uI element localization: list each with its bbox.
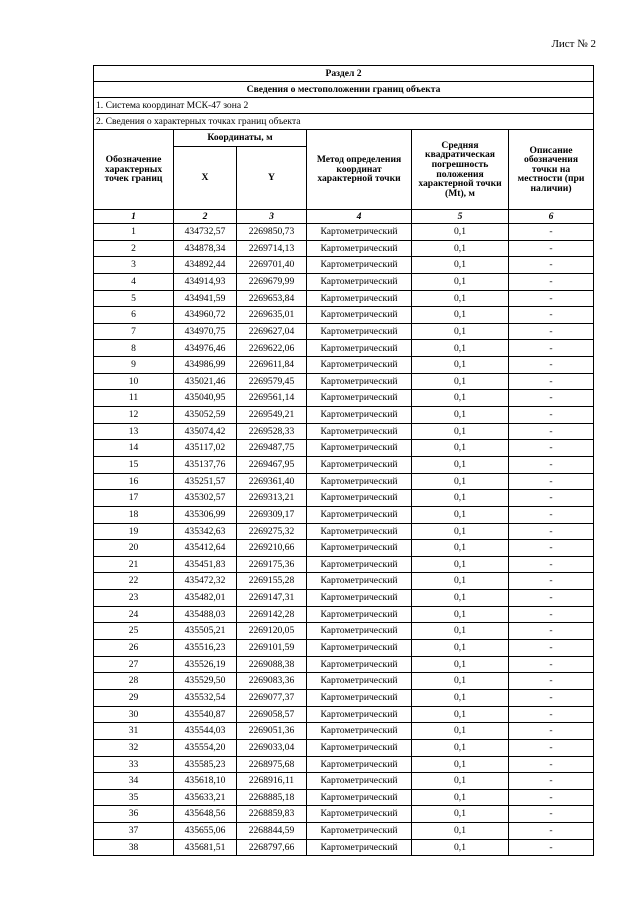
error-value: 0,1 <box>412 357 509 374</box>
table-row <box>94 523 594 540</box>
description: - <box>509 806 594 823</box>
description: - <box>509 473 594 490</box>
method: Картометрический <box>307 823 412 840</box>
table-row <box>94 656 594 673</box>
error-value: 0,1 <box>412 540 509 557</box>
coord-x: 435633,21 <box>174 789 237 806</box>
method: Картометрический <box>307 440 412 457</box>
coord-y: 2269714,13 <box>237 240 307 257</box>
description: - <box>509 789 594 806</box>
point-number: 6 <box>94 307 174 324</box>
description: - <box>509 573 594 590</box>
description: - <box>509 706 594 723</box>
point-number: 5 <box>94 290 174 307</box>
method: Картометрический <box>307 257 412 274</box>
error-value: 0,1 <box>412 723 509 740</box>
point-number: 12 <box>94 407 174 424</box>
table-row <box>94 307 594 324</box>
point-number: 16 <box>94 473 174 490</box>
coord-y: 2269622,06 <box>237 340 307 357</box>
method: Картометрический <box>307 673 412 690</box>
description: - <box>509 556 594 573</box>
coord-y: 2269361,40 <box>237 473 307 490</box>
point-number: 29 <box>94 689 174 706</box>
error-value: 0,1 <box>412 307 509 324</box>
coord-y: 2269210,66 <box>237 540 307 557</box>
table-row <box>94 390 594 407</box>
error-value: 0,1 <box>412 456 509 473</box>
table-row <box>94 490 594 507</box>
coord-y: 2269051,36 <box>237 723 307 740</box>
table-row <box>94 590 594 607</box>
description: - <box>509 689 594 706</box>
description: - <box>509 773 594 790</box>
point-number: 25 <box>94 623 174 640</box>
coord-y: 2268859,83 <box>237 806 307 823</box>
coord-x: 434941,59 <box>174 290 237 307</box>
error-value: 0,1 <box>412 839 509 856</box>
description: - <box>509 506 594 523</box>
coord-x: 435516,23 <box>174 640 237 657</box>
point-number: 20 <box>94 540 174 557</box>
point-number: 4 <box>94 273 174 290</box>
coord-y: 2268885,18 <box>237 789 307 806</box>
coord-x: 434878,34 <box>174 240 237 257</box>
coord-x: 435251,57 <box>174 473 237 490</box>
description: - <box>509 357 594 374</box>
point-number: 28 <box>94 673 174 690</box>
point-number: 27 <box>94 656 174 673</box>
table-row <box>94 623 594 640</box>
description: - <box>509 290 594 307</box>
coord-x: 435021,46 <box>174 373 237 390</box>
description: - <box>509 257 594 274</box>
error-value: 0,1 <box>412 257 509 274</box>
method: Картометрический <box>307 224 412 241</box>
description: - <box>509 540 594 557</box>
error-value: 0,1 <box>412 240 509 257</box>
boundary-points-table <box>93 65 594 856</box>
method: Картометрический <box>307 806 412 823</box>
coord-x: 435342,63 <box>174 523 237 540</box>
error-value: 0,1 <box>412 623 509 640</box>
description: - <box>509 656 594 673</box>
error-value: 0,1 <box>412 273 509 290</box>
coord-y: 2268797,66 <box>237 839 307 856</box>
error-value: 0,1 <box>412 789 509 806</box>
description: - <box>509 340 594 357</box>
error-value: 0,1 <box>412 640 509 657</box>
method: Картометрический <box>307 756 412 773</box>
point-number: 38 <box>94 839 174 856</box>
column-index: 6 <box>509 210 594 224</box>
error-value: 0,1 <box>412 390 509 407</box>
table-row <box>94 224 594 241</box>
header-y: Y <box>237 147 307 210</box>
sheet-number: Лист № 2 <box>551 38 596 50</box>
point-number: 7 <box>94 323 174 340</box>
error-value: 0,1 <box>412 373 509 390</box>
table-row <box>94 556 594 573</box>
table-row <box>94 506 594 523</box>
error-value: 0,1 <box>412 573 509 590</box>
coord-y: 2269088,38 <box>237 656 307 673</box>
table-row <box>94 640 594 657</box>
table-row <box>94 573 594 590</box>
method: Картометрический <box>307 706 412 723</box>
description: - <box>509 224 594 241</box>
method: Картометрический <box>307 307 412 324</box>
error-value: 0,1 <box>412 340 509 357</box>
coord-y: 2269101,59 <box>237 640 307 657</box>
description: - <box>509 756 594 773</box>
point-number: 19 <box>94 523 174 540</box>
table-row <box>94 340 594 357</box>
point-number: 23 <box>94 590 174 607</box>
coord-x: 435412,64 <box>174 540 237 557</box>
point-number: 3 <box>94 257 174 274</box>
coord-x: 435052,59 <box>174 407 237 424</box>
description: - <box>509 323 594 340</box>
point-number: 34 <box>94 773 174 790</box>
error-value: 0,1 <box>412 556 509 573</box>
coord-y: 2269653,84 <box>237 290 307 307</box>
coord-x: 434976,46 <box>174 340 237 357</box>
coord-y: 2269083,36 <box>237 673 307 690</box>
description: - <box>509 739 594 756</box>
error-value: 0,1 <box>412 423 509 440</box>
point-number: 37 <box>94 823 174 840</box>
point-number: 36 <box>94 806 174 823</box>
point-number: 33 <box>94 756 174 773</box>
description: - <box>509 523 594 540</box>
coord-x: 435482,01 <box>174 590 237 607</box>
point-number: 10 <box>94 373 174 390</box>
method: Картометрический <box>307 839 412 856</box>
method: Картометрический <box>307 739 412 756</box>
description: - <box>509 456 594 473</box>
method: Картометрический <box>307 373 412 390</box>
point-number: 31 <box>94 723 174 740</box>
description: - <box>509 273 594 290</box>
header-description: Описание обозначения точки на местности (при наличии) <box>509 130 594 210</box>
error-value: 0,1 <box>412 689 509 706</box>
coord-x: 435488,03 <box>174 606 237 623</box>
points-rows <box>94 224 594 856</box>
description: - <box>509 839 594 856</box>
method: Картометрический <box>307 340 412 357</box>
coord-y: 2269579,45 <box>237 373 307 390</box>
error-value: 0,1 <box>412 323 509 340</box>
error-value: 0,1 <box>412 606 509 623</box>
coord-y: 2269175,36 <box>237 556 307 573</box>
coord-x: 435137,76 <box>174 456 237 473</box>
coord-x: 435526,19 <box>174 656 237 673</box>
method: Картометрический <box>307 390 412 407</box>
coord-y: 2268975,68 <box>237 756 307 773</box>
coord-x: 435681,51 <box>174 839 237 856</box>
method: Картометрический <box>307 506 412 523</box>
coord-x: 435117,02 <box>174 440 237 457</box>
column-index: 3 <box>237 210 307 224</box>
point-number: 18 <box>94 506 174 523</box>
error-value: 0,1 <box>412 224 509 241</box>
coord-x: 435472,32 <box>174 573 237 590</box>
coord-x: 435544,03 <box>174 723 237 740</box>
error-value: 0,1 <box>412 739 509 756</box>
point-number: 14 <box>94 440 174 457</box>
method: Картометрический <box>307 640 412 657</box>
point-number: 26 <box>94 640 174 657</box>
description: - <box>509 440 594 457</box>
point-number: 9 <box>94 357 174 374</box>
point-number: 17 <box>94 490 174 507</box>
method: Картометрический <box>307 473 412 490</box>
description: - <box>509 423 594 440</box>
method: Картометрический <box>307 773 412 790</box>
point-number: 32 <box>94 739 174 756</box>
point-number: 22 <box>94 573 174 590</box>
table-row <box>94 773 594 790</box>
coord-y: 2269309,17 <box>237 506 307 523</box>
method: Картометрический <box>307 590 412 607</box>
coord-y: 2269635,01 <box>237 307 307 324</box>
column-index: 4 <box>307 210 412 224</box>
coord-y: 2269701,40 <box>237 257 307 274</box>
error-value: 0,1 <box>412 773 509 790</box>
coord-x: 435451,83 <box>174 556 237 573</box>
coord-y: 2269627,04 <box>237 323 307 340</box>
error-value: 0,1 <box>412 290 509 307</box>
section-title: Раздел 2 <box>94 66 594 82</box>
error-value: 0,1 <box>412 590 509 607</box>
point-number: 15 <box>94 456 174 473</box>
method: Картометрический <box>307 407 412 424</box>
table-row <box>94 540 594 557</box>
table-row <box>94 456 594 473</box>
table-row <box>94 373 594 390</box>
table-row <box>94 806 594 823</box>
table-row <box>94 407 594 424</box>
method: Картометрический <box>307 273 412 290</box>
column-index: 1 <box>94 210 174 224</box>
error-value: 0,1 <box>412 506 509 523</box>
table-row <box>94 839 594 856</box>
coord-y: 2269561,14 <box>237 390 307 407</box>
point-number: 21 <box>94 556 174 573</box>
coord-y: 2269549,21 <box>237 407 307 424</box>
coord-y: 2269120,05 <box>237 623 307 640</box>
error-value: 0,1 <box>412 473 509 490</box>
header-method: Метод определения координат характерной точки <box>307 130 412 210</box>
coord-y: 2269467,95 <box>237 456 307 473</box>
point-number: 2 <box>94 240 174 257</box>
coord-x: 435040,95 <box>174 390 237 407</box>
coord-y: 2269033,04 <box>237 739 307 756</box>
coord-x: 434970,75 <box>174 323 237 340</box>
description: - <box>509 240 594 257</box>
description: - <box>509 606 594 623</box>
table-row <box>94 357 594 374</box>
method: Картометрический <box>307 556 412 573</box>
coord-x: 435648,56 <box>174 806 237 823</box>
point-number: 11 <box>94 390 174 407</box>
coord-x: 435529,50 <box>174 673 237 690</box>
coord-x: 435074,42 <box>174 423 237 440</box>
coord-y: 2269611,84 <box>237 357 307 374</box>
description: - <box>509 490 594 507</box>
table-row <box>94 423 594 440</box>
point-number: 1 <box>94 224 174 241</box>
method: Картометрический <box>307 573 412 590</box>
method: Картометрический <box>307 240 412 257</box>
coord-x: 435505,21 <box>174 623 237 640</box>
table-row <box>94 290 594 307</box>
coord-x: 435585,23 <box>174 756 237 773</box>
description: - <box>509 823 594 840</box>
coord-y: 2269679,99 <box>237 273 307 290</box>
error-value: 0,1 <box>412 490 509 507</box>
table-row <box>94 257 594 274</box>
method: Картометрический <box>307 689 412 706</box>
coord-y: 2269528,33 <box>237 423 307 440</box>
coord-x: 435302,57 <box>174 490 237 507</box>
description: - <box>509 673 594 690</box>
coordinate-system-line: 1. Система координат МСК-47 зона 2 <box>94 98 594 114</box>
coord-y: 2269275,32 <box>237 523 307 540</box>
table-row <box>94 606 594 623</box>
point-number: 13 <box>94 423 174 440</box>
table-row <box>94 240 594 257</box>
coord-y: 2269850,73 <box>237 224 307 241</box>
description: - <box>509 590 594 607</box>
coord-y: 2269487,75 <box>237 440 307 457</box>
error-value: 0,1 <box>412 756 509 773</box>
table-row <box>94 789 594 806</box>
error-value: 0,1 <box>412 673 509 690</box>
coord-x: 435306,99 <box>174 506 237 523</box>
method: Картометрический <box>307 523 412 540</box>
coord-x: 434732,57 <box>174 224 237 241</box>
error-value: 0,1 <box>412 656 509 673</box>
header-designation: Обозначение характерных точек границ <box>94 130 174 210</box>
coord-y: 2269155,28 <box>237 573 307 590</box>
error-value: 0,1 <box>412 440 509 457</box>
method: Картометрический <box>307 456 412 473</box>
coord-y: 2269313,21 <box>237 490 307 507</box>
method: Картометрический <box>307 789 412 806</box>
coord-x: 435540,87 <box>174 706 237 723</box>
header-coordinates: Координаты, м <box>174 130 307 147</box>
table-row <box>94 706 594 723</box>
method: Картометрический <box>307 723 412 740</box>
coord-y: 2269058,57 <box>237 706 307 723</box>
error-value: 0,1 <box>412 523 509 540</box>
error-value: 0,1 <box>412 823 509 840</box>
points-info-line: 2. Сведения о характерных точках границ объекта <box>94 114 594 130</box>
method: Картометрический <box>307 606 412 623</box>
description: - <box>509 407 594 424</box>
description: - <box>509 390 594 407</box>
coord-x: 435554,20 <box>174 739 237 756</box>
table-row <box>94 440 594 457</box>
error-value: 0,1 <box>412 806 509 823</box>
coord-x: 435655,06 <box>174 823 237 840</box>
coord-y: 2269147,31 <box>237 590 307 607</box>
point-number: 30 <box>94 706 174 723</box>
coord-y: 2269142,28 <box>237 606 307 623</box>
table-row <box>94 756 594 773</box>
error-value: 0,1 <box>412 407 509 424</box>
description: - <box>509 723 594 740</box>
header-x: X <box>174 147 237 210</box>
point-number: 8 <box>94 340 174 357</box>
coord-x: 434960,72 <box>174 307 237 324</box>
table-row <box>94 723 594 740</box>
coord-y: 2268916,11 <box>237 773 307 790</box>
table-row <box>94 739 594 756</box>
error-value: 0,1 <box>412 706 509 723</box>
description: - <box>509 640 594 657</box>
column-index: 5 <box>412 210 509 224</box>
table-row <box>94 823 594 840</box>
header-error: Средняя квадратическая погрешность положения характерной точки (Mt), м <box>412 130 509 210</box>
method: Картометрический <box>307 357 412 374</box>
method: Картометрический <box>307 323 412 340</box>
coord-x: 434892,44 <box>174 257 237 274</box>
method: Картометрический <box>307 623 412 640</box>
method: Картометрический <box>307 490 412 507</box>
coord-x: 434914,93 <box>174 273 237 290</box>
description: - <box>509 307 594 324</box>
method: Картометрический <box>307 290 412 307</box>
coord-x: 434986,99 <box>174 357 237 374</box>
coord-y: 2269077,37 <box>237 689 307 706</box>
table-row <box>94 473 594 490</box>
table-row <box>94 323 594 340</box>
coord-x: 435618,10 <box>174 773 237 790</box>
section-subtitle: Сведения о местоположении границ объекта <box>94 82 594 98</box>
table-row <box>94 689 594 706</box>
description: - <box>509 623 594 640</box>
description: - <box>509 373 594 390</box>
column-index: 2 <box>174 210 237 224</box>
table-row <box>94 673 594 690</box>
table-row <box>94 273 594 290</box>
method: Картометрический <box>307 540 412 557</box>
point-number: 35 <box>94 789 174 806</box>
coord-y: 2268844,59 <box>237 823 307 840</box>
method: Картометрический <box>307 656 412 673</box>
point-number: 24 <box>94 606 174 623</box>
method: Картометрический <box>307 423 412 440</box>
coord-x: 435532,54 <box>174 689 237 706</box>
